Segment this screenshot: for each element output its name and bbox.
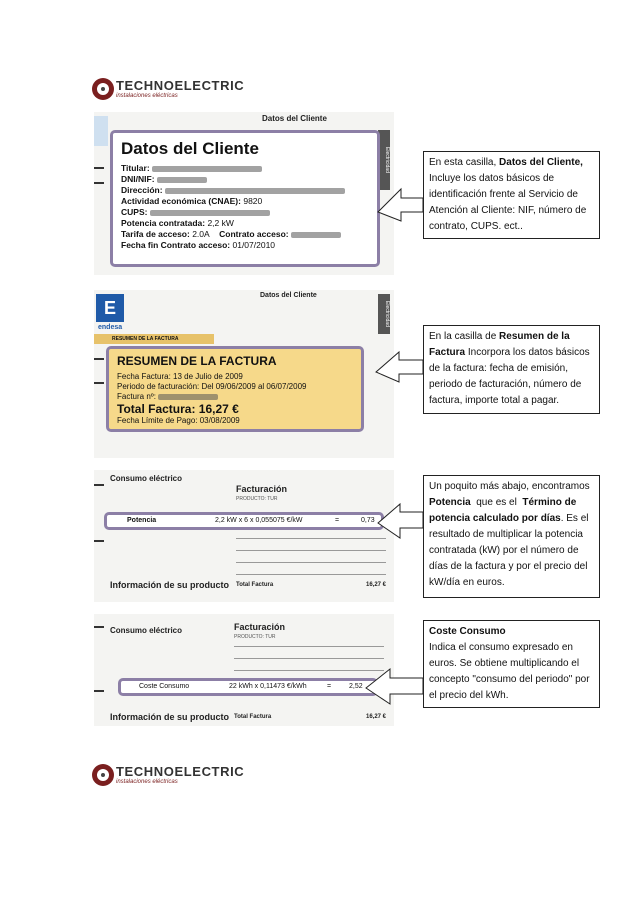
arrow-3: [378, 504, 423, 538]
total-factura: Total Factura: 16,27 €: [117, 402, 239, 416]
facturacion-header: Facturación: [234, 622, 286, 632]
coste-value: 2,52: [349, 683, 363, 690]
side-tab: Electricidad: [378, 294, 390, 334]
potencia-calc: 2,2 kW x 6 x 0,055075 €/kW: [215, 517, 303, 524]
arrow-1: [378, 189, 423, 221]
logo-subtitle: instalaciones eléctricas: [116, 779, 178, 785]
potencia-eq: =: [335, 517, 340, 524]
factura-no-label: Factura nº:: [117, 392, 156, 401]
fecha-fin-value: 01/07/2010: [232, 240, 276, 250]
endesa-logo-icon: E: [96, 294, 124, 322]
callout-text: Un poquito más abajo, encontramos: [429, 481, 590, 492]
callout-text: Incorpora los datos básicos de la factura: fecha de emisión, periodo de facturación, número de factura, importe total a pagar.: [429, 347, 590, 406]
coste-eq: =: [327, 683, 332, 690]
titular-label: Titular:: [121, 163, 150, 173]
logo-brand: TECHNOELECTRIC: [116, 78, 245, 93]
callout-potencia: [423, 475, 600, 598]
logo-brand: TECHNOELECTRIC: [116, 764, 245, 779]
facturacion-header: Facturación: [236, 484, 288, 494]
total-factura-label: Total Factura: [234, 714, 272, 720]
tarifa-label: Tarifa de acceso:: [121, 229, 190, 239]
total-factura-value: 16,27 €: [366, 582, 387, 588]
callout-bold: Potencia: [429, 497, 471, 508]
periodo-facturacion: Periodo de facturación: Del 09/06/2009 al 06/07/2009: [117, 382, 307, 391]
cups-label: CUPS:: [121, 207, 148, 217]
arrow-4: [366, 669, 423, 704]
summary-banner: RESUMEN DE LA FACTURA: [94, 334, 214, 344]
fecha-fin-label: Fecha fin Contrato acceso:: [121, 240, 231, 250]
logo-icon: [92, 764, 114, 786]
consumo-header: Consumo eléctrico: [110, 626, 183, 635]
cnae-label: Actividad económica (CNAE):: [121, 196, 241, 206]
consumo-header: Consumo eléctrico: [110, 474, 183, 483]
callout-text: En la casilla de: [429, 331, 500, 342]
summary-title: RESUMEN DE LA FACTURA: [117, 354, 277, 368]
potencia-label: Potencia: [127, 517, 157, 524]
callout-text: . Es el resultado de multiplicar la potencia contratada (kW) por el número de días de la factura y por el precio del kW/día en euros.: [429, 513, 589, 588]
callout-text: que es el: [470, 497, 523, 508]
direccion-label: Dirección:: [121, 185, 163, 195]
callout-text: Indica el consumo expresado en euros. Se obtiene multiplicando el concepto "consumo del periodo" por el precio del kWh.: [429, 642, 590, 701]
callout-bold: Término de potencia calculado por días: [429, 497, 577, 524]
client-data-title: Datos del Cliente: [121, 139, 259, 158]
company-name: endesa: [98, 324, 123, 331]
total-factura-value: 16,27 €: [366, 714, 387, 720]
coste-label: Coste Consumo: [139, 683, 190, 690]
callout-summary: [423, 325, 600, 414]
snippet-header: Datos del Cliente: [262, 114, 327, 123]
producto: PRODUCTO: TUR: [236, 496, 278, 502]
callout-coste: [423, 620, 600, 708]
total-factura-label: Total Factura: [236, 582, 274, 588]
callout-client-data: [423, 151, 600, 239]
fecha-limite: Fecha Límite de Pago: 03/08/2009: [117, 416, 240, 425]
snippet-header: Datos del Cliente: [260, 292, 317, 299]
tarifa-value: 2.0A: [192, 229, 210, 239]
callout-text: En esta casilla,: [429, 157, 500, 168]
side-tab: Electricidad: [378, 130, 390, 190]
info-header: Información de su producto: [110, 580, 230, 590]
potencia-value: 2,2 kW: [207, 218, 234, 228]
callout-bold: Coste Consumo: [429, 626, 506, 637]
logo-subtitle: instalaciones eléctricas: [116, 93, 178, 99]
coste-calc: 22 kWh x 0,11473 €/kWh: [229, 683, 307, 690]
company-logo-bottom: [92, 764, 244, 786]
callout-bold: Datos del Cliente,: [499, 157, 583, 168]
potencia-label: Potencia contratada:: [121, 218, 206, 228]
dni-label: DNI/NIF:: [121, 174, 155, 184]
arrow-2: [376, 352, 423, 382]
callout-text: Incluye los datos básicos de identificación frente al Servicio de Atención al Cliente: NIF, número de contrato, CUPS. ect..: [429, 173, 587, 232]
callout-bold: Resumen de la Factura: [429, 331, 570, 358]
contrato-label: Contrato acceso:: [219, 229, 289, 239]
cnae-value: 9820: [243, 196, 263, 206]
producto: PRODUCTO: TUR: [234, 634, 276, 640]
info-header: Información de su producto: [110, 712, 230, 722]
potencia-value: 0,73: [361, 517, 375, 524]
fecha-factura: Fecha Factura: 13 de Julio de 2009: [117, 372, 243, 381]
